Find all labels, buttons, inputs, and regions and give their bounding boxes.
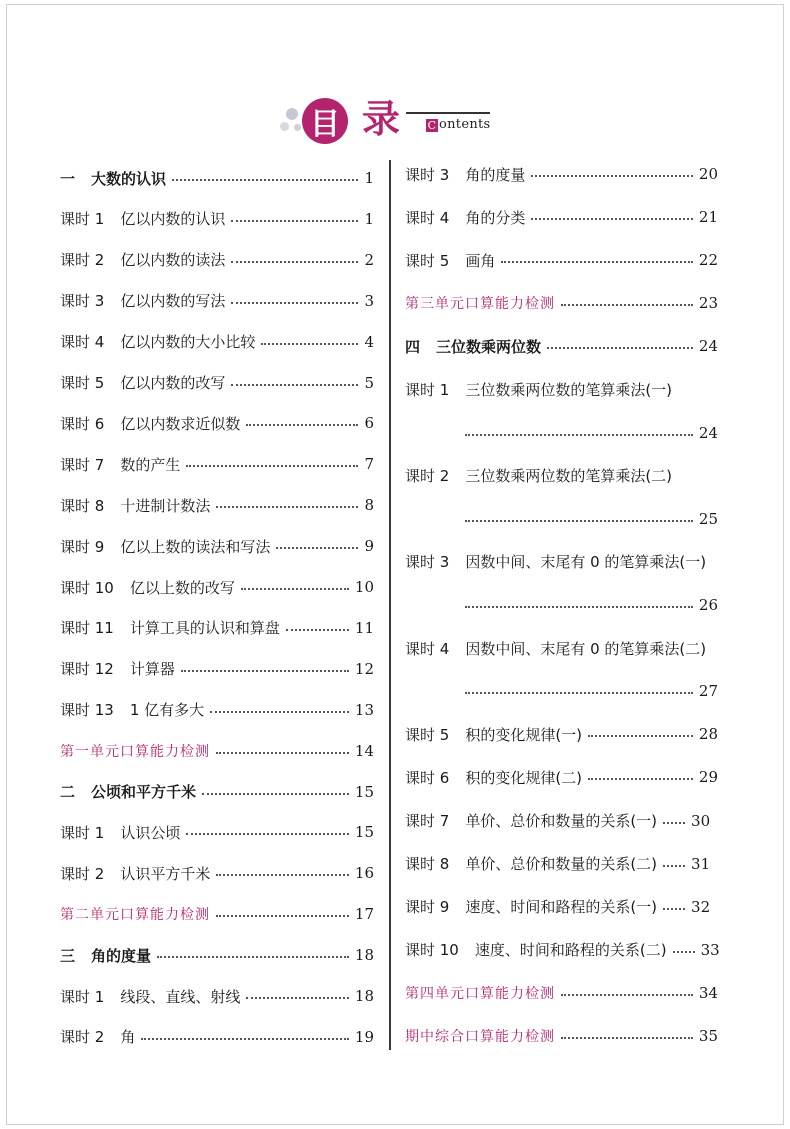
page-number: 29 — [698, 768, 718, 787]
entry-number: 课时 7 — [405, 812, 450, 830]
entry-number: 课时 1 — [60, 823, 105, 842]
entry-label — [405, 207, 525, 228]
page-number: 19 — [354, 1027, 374, 1046]
dot-leader — [561, 1037, 693, 1039]
entry-title: 认识平方千米 — [120, 864, 211, 883]
entry-number: 课时 3 — [405, 553, 450, 572]
entry-title: 三位数乘两位数 — [436, 337, 542, 356]
page-number: 9 — [364, 537, 374, 556]
entry-title: 亿以上数的改写 — [129, 578, 235, 597]
entry-number: 课时 13 — [60, 701, 114, 720]
entry-label — [405, 379, 672, 400]
dot-leader — [276, 547, 358, 549]
page-number: 10 — [354, 578, 374, 596]
dot-leader — [172, 179, 358, 181]
toc-entry[interactable] — [60, 533, 374, 559]
dot-leader — [663, 908, 685, 910]
entry-label — [60, 290, 225, 311]
toc-entry[interactable] — [60, 615, 374, 641]
toc-entry[interactable] — [60, 779, 374, 805]
entry-title: 单价、总价和数量的关系(一) — [465, 812, 658, 830]
page-number: 24 — [698, 423, 718, 442]
entry-title: 积的变化规律(一) — [465, 725, 583, 744]
decor-dot — [280, 122, 289, 131]
toc-entry[interactable] — [60, 738, 374, 764]
entry-number: 课时 2 — [60, 1028, 105, 1047]
dot-leader — [465, 606, 693, 608]
entry-label — [405, 939, 667, 960]
entry-label — [405, 336, 541, 357]
page-number: 35 — [698, 1027, 718, 1045]
entry-title: 第三单元口算能力检测 — [405, 296, 555, 313]
dot-leader — [261, 343, 358, 345]
entry-title: 十进制计数法 — [120, 496, 211, 515]
page-number: 25 — [698, 509, 718, 528]
entry-number: 课时 3 — [405, 165, 450, 184]
dot-leader — [216, 915, 349, 917]
entry-title: 数的产生 — [120, 455, 181, 474]
entry-label — [60, 617, 280, 638]
entry-label — [60, 699, 204, 720]
title-char-circle: 目 — [302, 98, 348, 144]
dot-leader — [216, 752, 349, 754]
entry-title: 速度、时间和路程的关系(二) — [474, 941, 667, 960]
toc-entry[interactable] — [405, 980, 718, 1006]
entry-label — [60, 413, 240, 434]
dot-leader — [588, 735, 693, 737]
entry-label — [405, 293, 555, 313]
dot-leader — [663, 865, 685, 867]
entry-number: 课时 2 — [60, 864, 105, 883]
dot-leader — [186, 465, 358, 467]
entry-label — [60, 1026, 135, 1047]
toc-entry[interactable] — [405, 204, 718, 230]
entry-number: 课时 8 — [405, 855, 450, 874]
toc-entry[interactable] — [60, 247, 374, 273]
dot-leader — [561, 994, 693, 996]
toc-entry[interactable] — [405, 333, 718, 359]
toc-entry[interactable] — [60, 697, 374, 723]
dot-leader — [216, 874, 349, 876]
dot-leader — [465, 434, 693, 436]
entry-label — [60, 495, 210, 516]
entry-number: 课时 9 — [405, 898, 450, 917]
page-number: 30 — [691, 811, 711, 830]
toc-entry[interactable] — [60, 574, 374, 600]
dot-leader — [210, 711, 349, 713]
entry-label — [405, 853, 657, 874]
entry-number: 课时 9 — [60, 537, 105, 556]
page-number: 17 — [354, 905, 374, 924]
entry-number: 课时 4 — [60, 333, 105, 352]
page-number: 20 — [698, 165, 718, 183]
entry-title: 积的变化规律(二) — [465, 768, 583, 787]
dot-leader — [286, 629, 349, 631]
dot-leader — [231, 302, 358, 304]
entry-label — [60, 822, 180, 843]
entry-title: 亿以内数的认识 — [120, 210, 226, 229]
toc-entry[interactable] — [60, 288, 374, 314]
page-number: 7 — [364, 455, 374, 474]
entry-label — [405, 1026, 555, 1046]
toc-entry[interactable] — [405, 549, 718, 575]
dot-leader — [531, 218, 693, 220]
entry-label — [60, 945, 151, 966]
toc-entry[interactable] — [405, 808, 718, 834]
toc-entry[interactable] — [405, 506, 718, 532]
entry-label — [60, 577, 235, 598]
entry-number: 课时 6 — [60, 414, 105, 433]
entry-label — [60, 986, 240, 1007]
entry-number: 课时 11 — [60, 619, 114, 638]
toc-entry[interactable] — [405, 463, 718, 489]
dot-leader — [465, 692, 693, 694]
entry-number: 课时 1 — [60, 210, 105, 229]
entry-label — [60, 781, 196, 802]
toc-entry[interactable] — [405, 290, 718, 316]
page-number: 28 — [698, 725, 718, 744]
entry-label — [60, 331, 255, 352]
entry-number: 课时 8 — [60, 496, 105, 515]
entry-title: 因数中间、末尾有 0 的笔算乘法(一) — [465, 553, 707, 572]
entry-number: 课时 5 — [405, 251, 450, 270]
column-divider — [389, 160, 391, 1050]
page-number: 2 — [364, 250, 374, 269]
toc-entry[interactable] — [60, 492, 374, 518]
dot-leader — [241, 588, 349, 590]
toc-entry[interactable] — [405, 161, 718, 187]
toc-entry[interactable] — [60, 901, 374, 927]
toc-entry[interactable] — [60, 860, 374, 886]
entry-label — [60, 208, 225, 229]
entry-title: 三位数乘两位数的笔算乘法(二) — [465, 467, 673, 486]
dot-leader — [673, 951, 695, 953]
dot-leader — [547, 347, 693, 349]
page-number: 13 — [354, 700, 374, 719]
dot-leader — [141, 1038, 349, 1040]
contents-rest: ontents — [439, 117, 491, 132]
entry-title: 1 亿有多大 — [129, 701, 205, 720]
page-number: 26 — [698, 596, 718, 614]
page-number: 16 — [354, 864, 374, 883]
page-number: 12 — [354, 659, 374, 678]
entry-label — [60, 536, 270, 557]
entry-number: 课时 4 — [405, 639, 450, 658]
page-number: 15 — [354, 782, 374, 801]
page-number: 33 — [700, 940, 720, 959]
page-number: 8 — [364, 496, 374, 515]
toc-entry[interactable] — [405, 851, 718, 877]
toc-entry[interactable] — [405, 764, 718, 790]
toc-entry[interactable] — [405, 377, 718, 403]
entry-label — [405, 896, 657, 917]
entry-label — [405, 551, 706, 572]
dot-leader — [231, 220, 358, 222]
toc-entry[interactable] — [405, 635, 718, 661]
decor-dot — [286, 108, 298, 120]
entry-label — [60, 741, 210, 761]
dot-leader — [157, 956, 349, 958]
entry-number: 课时 5 — [405, 725, 450, 744]
entry-title: 角 — [120, 1028, 136, 1047]
toc-entry[interactable] — [60, 983, 374, 1009]
entry-title: 速度、时间和路程的关系(一) — [465, 898, 658, 917]
entry-number: 课时 6 — [405, 768, 450, 787]
decor-dot — [294, 124, 301, 131]
toc-entry[interactable] — [60, 329, 374, 355]
entry-number: 课时 2 — [60, 251, 105, 270]
entry-label — [60, 168, 166, 189]
entry-number: 课时 5 — [60, 374, 105, 392]
entry-title: 亿以内数的改写 — [120, 374, 226, 392]
entry-number: 课时 10 — [405, 941, 459, 960]
entry-title: 计算工具的认识和算盘 — [129, 619, 280, 638]
entry-title: 公顷和平方千米 — [91, 783, 197, 801]
page-number: 27 — [698, 682, 718, 701]
toc-entry[interactable] — [60, 410, 374, 436]
page-number: 1 — [364, 169, 374, 187]
toc-header — [276, 92, 506, 152]
entry-number: 课时 4 — [405, 208, 450, 227]
entry-title: 计算器 — [129, 660, 175, 679]
entry-label — [60, 249, 225, 270]
entry-label — [405, 164, 525, 185]
entry-title: 第四单元口算能力检测 — [405, 985, 555, 1002]
entry-title: 亿以上数的读法和写法 — [120, 537, 271, 556]
entry-title: 大数的认识 — [91, 169, 167, 188]
entry-number: 课时 2 — [405, 467, 450, 486]
page-number: 22 — [698, 251, 718, 270]
entry-title: 角的度量 — [465, 165, 526, 184]
contents-initial: C — [427, 119, 437, 132]
entry-label — [405, 724, 582, 745]
dot-leader — [501, 261, 693, 263]
entry-label — [405, 465, 672, 486]
entry-title: 亿以内数的写法 — [120, 292, 226, 311]
entry-title: 三位数乘两位数的笔算乘法(一) — [465, 381, 673, 399]
dot-leader — [588, 778, 693, 780]
entry-label — [405, 250, 495, 271]
toc-entry[interactable] — [60, 942, 374, 968]
toc-entry[interactable] — [405, 1023, 718, 1049]
entry-label — [60, 372, 225, 393]
entry-title: 画角 — [465, 251, 496, 270]
page-number: 31 — [691, 854, 711, 873]
page-number: 32 — [691, 897, 711, 916]
dot-leader — [561, 304, 693, 306]
contents-label — [426, 117, 491, 132]
entry-number: 课时 10 — [60, 578, 114, 597]
entry-number: 一 — [60, 169, 76, 188]
entry-title: 角的分类 — [465, 208, 526, 227]
dot-leader — [231, 384, 358, 386]
page-number: 18 — [354, 946, 374, 965]
dot-leader — [181, 670, 349, 672]
dot-leader — [663, 822, 685, 824]
toc-entry[interactable] — [60, 656, 374, 682]
entry-number: 二 — [60, 783, 76, 801]
page-number: 24 — [698, 337, 718, 356]
entry-label — [60, 904, 210, 924]
toc-entry[interactable] — [60, 451, 374, 477]
entry-label — [60, 863, 210, 884]
page-number: 18 — [354, 987, 374, 1005]
entry-label — [60, 454, 180, 475]
page-number: 5 — [364, 373, 374, 392]
entry-number: 课时 12 — [60, 660, 114, 679]
page-number: 21 — [698, 208, 718, 227]
entry-label — [405, 767, 582, 788]
dot-leader — [465, 520, 693, 522]
toc-entry[interactable] — [405, 937, 718, 963]
page-number: 6 — [364, 414, 374, 433]
entry-title: 期中综合口算能力检测 — [405, 1029, 555, 1045]
toc-entry[interactable] — [405, 247, 718, 273]
title-char: 录 — [362, 97, 401, 141]
toc-entry[interactable] — [405, 678, 718, 704]
toc-entry[interactable] — [60, 370, 374, 396]
toc-entry[interactable] — [60, 165, 374, 191]
page-number: 1 — [364, 209, 374, 228]
toc-entry[interactable] — [405, 894, 718, 920]
page-number: 14 — [354, 741, 374, 760]
entry-title: 线段、直线、射线 — [120, 987, 241, 1006]
entry-title: 因数中间、末尾有 0 的笔算乘法(二) — [465, 639, 707, 658]
page-number: 3 — [364, 291, 374, 310]
dot-leader — [202, 793, 349, 795]
entry-title: 单价、总价和数量的关系(二) — [465, 855, 658, 874]
entry-title: 第一单元口算能力检测 — [60, 743, 210, 760]
toc-entry[interactable] — [60, 819, 374, 845]
dot-leader — [246, 424, 358, 426]
entry-title: 亿以内数的读法 — [120, 251, 226, 270]
page-number: 23 — [698, 294, 718, 313]
entry-label — [405, 638, 706, 659]
page-number: 34 — [698, 983, 718, 1002]
dot-leader — [216, 506, 358, 508]
entry-number: 四 — [405, 337, 421, 356]
toc-entry[interactable] — [60, 206, 374, 232]
page-number: 11 — [354, 618, 374, 637]
page-number: 4 — [364, 332, 374, 351]
dot-leader — [186, 833, 349, 835]
entry-title: 亿以内数求近似数 — [120, 414, 241, 433]
entry-label — [60, 658, 175, 679]
entry-title: 角的度量 — [91, 946, 152, 965]
entry-title: 亿以内数的大小比较 — [120, 333, 256, 352]
toc-entry[interactable] — [405, 721, 718, 747]
entry-title: 认识公顷 — [120, 823, 181, 842]
entry-number: 课时 1 — [405, 381, 450, 399]
dot-leader — [246, 997, 349, 999]
entry-label — [405, 810, 657, 831]
entry-number: 课时 3 — [60, 292, 105, 311]
page-number: 15 — [354, 823, 374, 842]
dot-leader — [531, 175, 693, 177]
entry-number: 课时 7 — [60, 455, 105, 474]
toc-entry[interactable] — [405, 420, 718, 446]
entry-label — [405, 983, 555, 1003]
dot-leader — [231, 261, 358, 263]
entry-number: 课时 1 — [60, 987, 105, 1006]
toc-entry[interactable] — [405, 592, 718, 618]
entry-number: 三 — [60, 946, 76, 965]
header-rule — [406, 112, 490, 114]
toc-entry[interactable] — [60, 1024, 374, 1050]
entry-title: 第二单元口算能力检测 — [60, 907, 210, 924]
